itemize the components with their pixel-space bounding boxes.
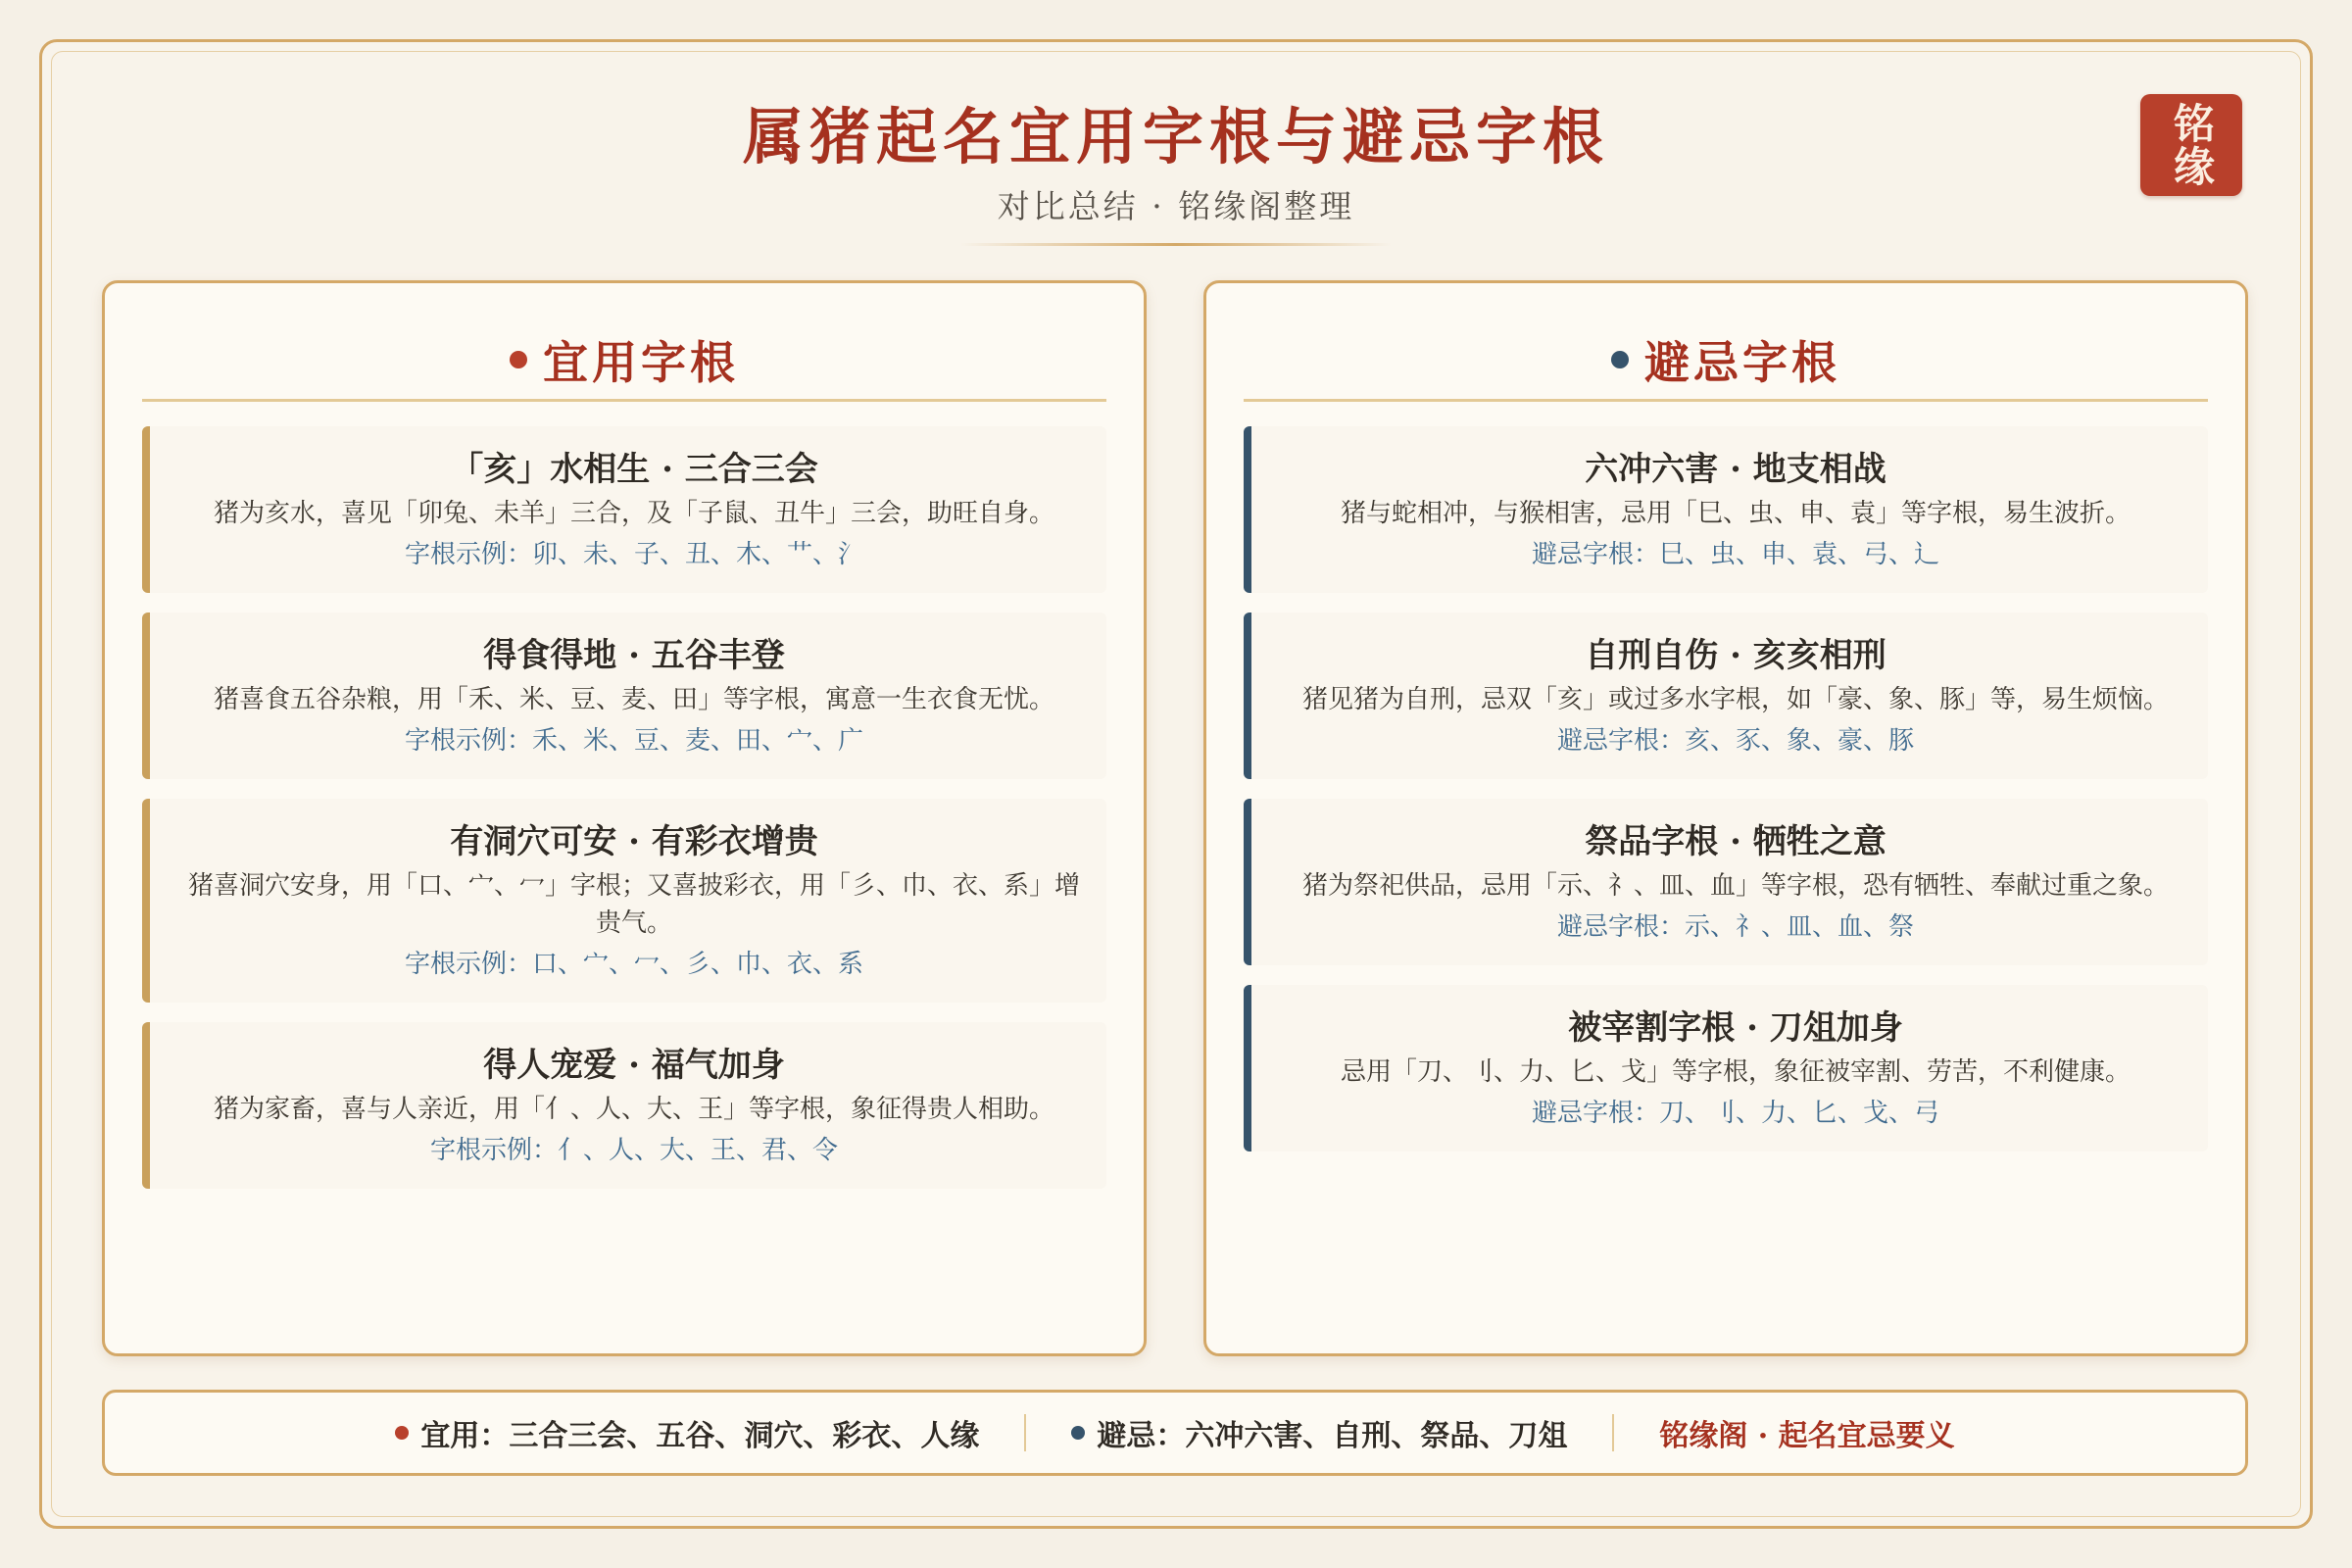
footer-avoid-text: 避忌：六冲六害、自刑、祭品、刀俎	[1097, 1419, 1568, 1453]
card-title: 有洞穴可安 · 有彩衣增贵	[450, 822, 818, 861]
seal-stamp: 铭缘	[2140, 94, 2242, 196]
good-panel-heading	[142, 320, 1106, 402]
card-examples: 避忌字根：示、礻、皿、血、祭	[1556, 912, 1914, 942]
red-dot-icon	[395, 1426, 409, 1440]
card-description: 猪为家畜，喜与人亲近，用「亻、人、大、王」等字根，象征得贵人相助。	[213, 1095, 1054, 1124]
card-examples: 字根示例：亻、人、大、王、君、令	[429, 1136, 838, 1165]
good-card	[142, 612, 1106, 779]
footer-good-text: 宜用：三合三会、五谷、洞穴、彩衣、人缘	[420, 1419, 980, 1453]
footer-avoid-summary	[1026, 1411, 1612, 1454]
card-title: 得人宠爱 · 福气加身	[483, 1046, 785, 1085]
good-radicals-panel	[102, 280, 1147, 1356]
card-examples: 字根示例：卯、未、子、丑、木、艹、氵	[404, 540, 863, 569]
card-examples: 避忌字根：亥、豕、象、豪、豚	[1556, 726, 1914, 756]
summary-footer	[102, 1390, 2248, 1476]
avoid-radicals-panel	[1203, 280, 2248, 1356]
blue-dot-icon	[1071, 1426, 1085, 1440]
card-title: 六冲六害 · 地支相战	[1585, 450, 1886, 489]
good-card-list	[142, 426, 1106, 1208]
card-examples: 避忌字根：刀、刂、力、匕、戈、弓	[1531, 1099, 1939, 1128]
page-subtitle: 对比总结 · 铭缘阁整理	[997, 187, 1355, 225]
card-description: 猪喜食五谷杂粮，用「禾、米、豆、麦、田」等字根，寓意一生衣食无忧。	[213, 685, 1054, 714]
card-examples: 字根示例：口、宀、冖、彡、巾、衣、系	[404, 950, 863, 979]
card-description: 猪为祭祀供品，忌用「示、礻、皿、血」等字根，恐有牺牲、奉献过重之象。	[1301, 871, 2169, 901]
red-dot-icon	[510, 351, 527, 368]
card-examples: 避忌字根：巳、虫、申、袁、弓、辶	[1531, 540, 1939, 569]
good-heading-text: 宜用字根	[543, 336, 739, 389]
card-title: 「亥」水相生 · 三合三会	[450, 450, 818, 489]
good-card	[142, 426, 1106, 593]
card-examples: 字根示例：禾、米、豆、麦、田、宀、广	[404, 726, 863, 756]
card-description: 忌用「刀、刂、力、匕、戈」等字根，象征被宰割、劳苦，不利健康。	[1340, 1057, 2131, 1087]
card-description: 猪喜洞穴安身，用「口、宀、冖」字根；又喜披彩衣，用「彡、巾、衣、系」增贵气。	[187, 871, 1080, 938]
page-title: 属猪起名宜用字根与避忌字根	[742, 101, 1609, 172]
card-title: 自刑自伤 · 亥亥相刑	[1585, 636, 1886, 675]
good-card	[142, 799, 1106, 1003]
card-title: 祭品字根 · 牺牲之意	[1585, 822, 1886, 861]
avoid-heading-text: 避忌字根	[1644, 336, 1840, 389]
card-title: 得食得地 · 五谷丰登	[483, 636, 785, 675]
good-card	[142, 1022, 1106, 1189]
footer-brand: 铭缘阁 · 起名宜忌要义	[1659, 1419, 1955, 1453]
title-divider	[960, 243, 1392, 246]
card-description: 猪与蛇相冲，与猴相害，忌用「巳、虫、申、袁」等字根，易生波折。	[1340, 499, 2131, 528]
avoid-card	[1244, 985, 2208, 1152]
card-description: 猪为亥水，喜见「卯兔、未羊」三合，及「子鼠、丑牛」三会，助旺自身。	[213, 499, 1054, 528]
avoid-panel-heading	[1244, 320, 2208, 402]
card-title: 被宰割字根 · 刀俎加身	[1568, 1008, 1903, 1048]
card-description: 猪见猪为自刑，忌双「亥」或过多水字根，如「豪、象、豚」等，易生烦恼。	[1301, 685, 2169, 714]
avoid-card	[1244, 799, 2208, 965]
avoid-card	[1244, 426, 2208, 593]
avoid-card-list	[1244, 426, 2208, 1171]
blue-dot-icon	[1611, 351, 1629, 368]
footer-good-summary	[350, 1411, 1024, 1454]
avoid-card	[1244, 612, 2208, 779]
